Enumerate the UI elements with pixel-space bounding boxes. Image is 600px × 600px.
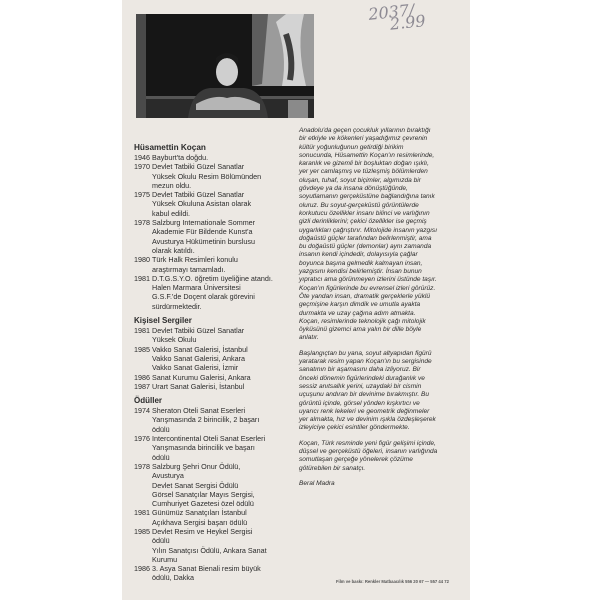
year: 1975 — [134, 190, 150, 200]
artist-name: Hüsamettin Koçan — [134, 143, 206, 152]
biography-column — [134, 143, 294, 583]
list-item — [134, 162, 294, 190]
year: 1980 — [134, 255, 150, 265]
entry-text: Urart Sanat Galerisi, İstanbul — [152, 381, 245, 391]
year: 1986 — [134, 564, 150, 574]
list-item — [134, 255, 294, 274]
entry-text: Salzburg Internationale Sommer Akademie Für Bildende Kunst'a Avusturya Hükümetinin burslusu olarak katıldı. — [152, 218, 256, 255]
list-item — [134, 274, 294, 311]
entry-text: Türk Halk Resimleri konulu araştırmayı tamamladı. — [152, 255, 238, 274]
list-item — [134, 406, 294, 434]
awards-heading: Ödüller — [134, 396, 163, 406]
year: 1946 — [134, 153, 150, 162]
exhibitions-list — [134, 326, 294, 391]
list-item — [134, 218, 294, 255]
essay-paragraph: Koçan, Türk resminde yeni figür gelişimi içinde, düşsel ve gerçeküstü öğeleri, insanın varlığında somutlaşan gerçeğe yönelerek çözüme götürebilen bir sanatçı. — [299, 439, 438, 472]
entry-text: D.T.G.S.Y.O. öğretim üyeliğine atandı. Halen Marmara Üniversitesi G.S.F.'de Doçent olarak görevini sürdürmektedir. — [152, 273, 273, 311]
entry-text: Devlet Tatbiki Güzel Sanatlar Yüksek Okulu Resim Bölümünden mezun oldu. — [152, 162, 262, 190]
essay-author: Beral Madra — [299, 479, 335, 487]
list-item — [134, 508, 294, 527]
list-item — [134, 527, 294, 564]
essay-paragraph: Anadolu'da geçen çocukluk yıllarının bıraktığı bir etkiyle ve kökenleri yaşadığımız çevrenin kültür yoğunluğunun getirdiği birikim sonucunda, Hüsamettin Koçan'ın resimlerinde, karanlık ve gizemli bir boşluktan doğan ışıklı, yer yer camlaşmış ve tüzleşmiş bölümlerden oluşan, tuhaf, soyut biçimler, algımızda bir gövdeye ya da insana dönüştüğünde, soyutlamanın gerçeküstüne bağlandığına tanık oluruz. Bu soyut-gerçeküstü görüntülerde korkutucu özellikler insanı bilinci ve varlığının gizli derinliklerini; çekici özellikler ise geçmiş uygarlıkları çağrıştırır. Mitolojide insanın yazgısı doğaüstü güçler tarafından belirlenmiştir, ama bu doğaüstü güçler (demonlar) aynı zamanda insanın kendi içindedir, dolayısıyla çağlar boyunca başına gelmedik kalmayan insan, yazgısını kendisi belirlemiştir. İnsan bunun yıpratıcı ama görünmeyen izlerini üstünde taşır. Koçan'ın figürlerinde bu evrensel izleri görürüz. Öte yandan insan, dramatik gerçeklerle yüklü geçmişine karşın dimdik ve umutla ayakta durmakta ve uzay çağına adım atmakta. Koçan, resimlerinde teknolojik çağı mitolojik öyküsünü gizemci ama yalın bir dille böyle anlatır. — [299, 127, 438, 342]
year: 1976 — [134, 434, 150, 444]
entry-text: Intercontinental Oteli Sanat Eserleri Yarışmasında birincilik ve başarı ödülü — [152, 434, 266, 462]
list-item — [134, 434, 294, 462]
essay-paragraph: Başlangıçtan bu yana, soyut altyapıdan figürü yaratarak resim yapan Koçan'ın bu sergisinde sanatının bir aşamasını daha izliyoruz. Bir önceki dönemin figürlerindeki durağanlık ve sessiz anıtsallık yerini, uzaydaki bir cismin uçuşunu andıran bir devinime bırakmıştır. Bu görüntü içinde, görsel yönden kışkırtıcı ve uyarıcı renk lekeleri ve geometrik değinmeler yer almakta, hız ve devinim ışıkla özdeşleşerek izleyiciye çekici esintiler göndermekte. — [299, 349, 436, 432]
list-item — [134, 190, 294, 218]
bio-list — [134, 153, 294, 311]
artist-photo — [136, 14, 314, 118]
list-item — [134, 382, 294, 391]
entry-text: Günümüz Sanatçıları İstanbul Açıkhava Sergisi başarı ödülü — [152, 508, 248, 527]
entry-text: 3. Asya Sanat Bienali resim büyük ödülü, Dakka — [152, 564, 261, 583]
list-item — [134, 462, 294, 508]
year: 1978 — [134, 461, 150, 471]
essay-column — [299, 127, 459, 495]
entry-text: Vakko Sanat Galerisi, İstanbul Vakko Sanat Galerisi, Ankara Vakko Sanat Galerisi, İzmir — [152, 344, 248, 373]
list-item — [134, 153, 294, 162]
entry-text: Devlet Tatbiki Güzel Sanatlar Yüksek Okulu — [152, 326, 245, 345]
awards-list — [134, 406, 294, 583]
entry-text: Salzburg Şehri Onur Ödülü, Avusturya Devlet Sanat Sergisi Ödülü Görsel Sanatçılar Mayıs Sergisi, Cumhuriyet Gazetesi özel ödülü — [152, 461, 255, 509]
entry-text: Devlet Resim ve Heykel Sergisi ödülü Yılın Sanatçısı Ödülü, Ankara Sanat Kurumu — [152, 526, 267, 564]
entry-text: Sheraton Oteli Sanat Eserleri Yarışmasında 2 birincilik, 2 başarı ödülü — [152, 406, 260, 434]
year: 1986 — [134, 372, 150, 382]
brochure-page — [122, 0, 470, 600]
list-item — [134, 564, 294, 583]
list-item — [134, 373, 294, 382]
year: 1985 — [134, 526, 150, 536]
year: 1985 — [134, 344, 150, 354]
year: 1981 — [134, 326, 150, 336]
year: 1987 — [134, 381, 150, 391]
entry-text: Bayburt'ta doğdu. — [152, 153, 209, 162]
list-item — [134, 326, 294, 345]
printer-credit: Film ve baskı: Renkler Matbaacılık 556 20 67 — 557 44 72 — [336, 579, 449, 584]
year: 1978 — [134, 218, 150, 228]
year: 1981 — [134, 273, 150, 283]
list-item — [134, 345, 294, 373]
exhibitions-heading: Kişisel Sergiler — [134, 316, 192, 326]
entry-text: Devlet Tatbiki Güzel Sanatlar Yüksek Okuluna Asistan olarak kabul edildi. — [152, 190, 252, 218]
year: 1970 — [134, 162, 150, 172]
year: 1974 — [134, 406, 150, 416]
year: 1981 — [134, 508, 150, 518]
entry-text: Sanat Kurumu Galerisi, Ankara — [152, 372, 251, 382]
handwritten-note: 2037/ 2.99 — [367, 0, 427, 36]
